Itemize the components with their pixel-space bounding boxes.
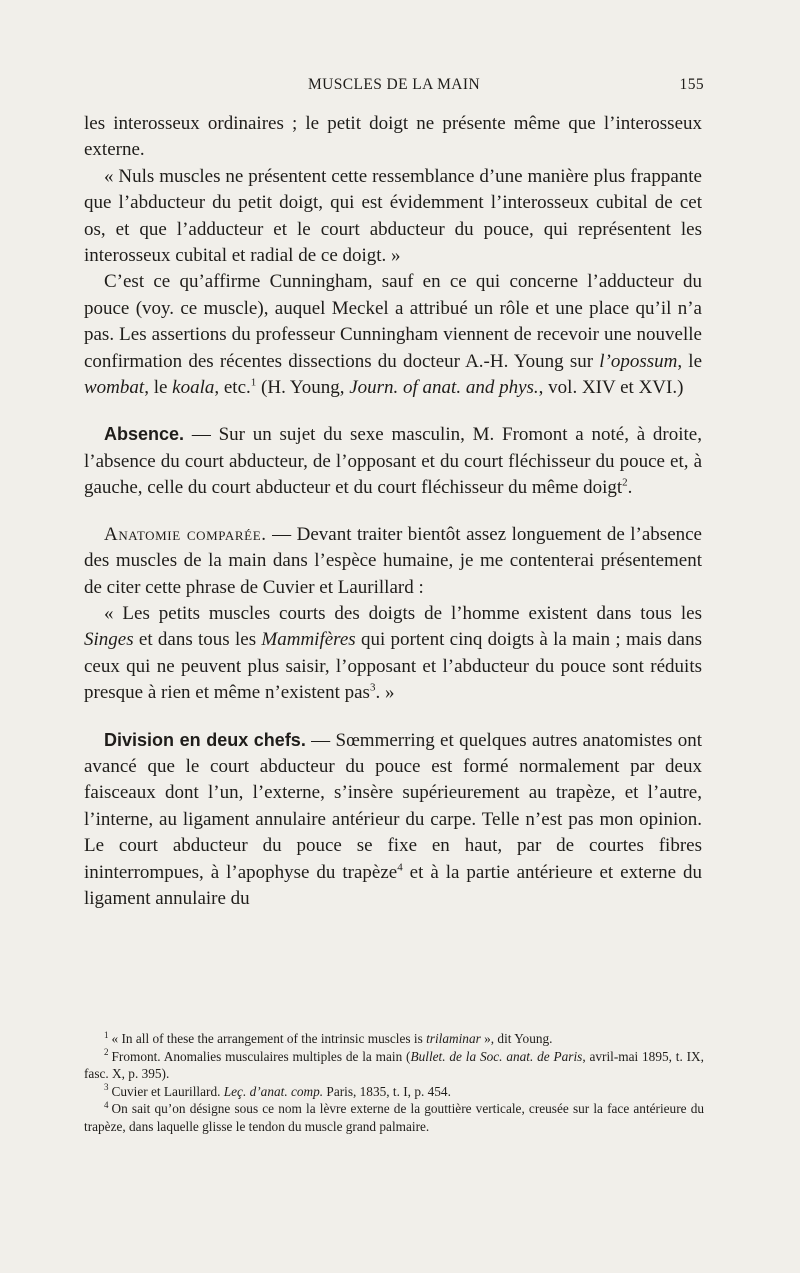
paragraph-division: Division en deux chefs. — Sœmmerring et quelques autres anatomistes ont avancé que le court abducteur du pouce est formé normalement par deux faisceaux dont l’un, l’externe, s’insère supérieurement au trapèze, et l’autre, l’interne, au ligament annulaire antérieur du carpe. Telle n’est pas mon opinion. Le court abducteur du pouce se fixe en haut, par de courtes fibres ininterrompues, à l’apophyse du trapèze$^4$ et à la partie antérieure et externe du ligament annulaire du bbox=[84, 729, 703, 909]
section-heading-anatomie-comparee: Anatomie comparée. bbox=[104, 523, 267, 545]
paragraph-anatomie-comparee: Anatomie comparée. — Devant traiter bientôt assez longuement de l’absence des muscles de la main dans l’espèce humaine, je me contenterai présentement de citer cette phrase de Cuvier et Laurillard : bbox=[84, 523, 702, 598]
footnote-ref-3: 3 bbox=[369, 681, 376, 694]
footnote-3: $^3$ Cuvier et Laurillard. Leç. d’anat. comp. Paris, 1835, t. I, p. 454. bbox=[104, 1082, 451, 1099]
footnote-1: $^1$ « In all of these the arrangement of the intrinsic muscles is trilaminar », dit Young. bbox=[104, 1029, 553, 1046]
paragraph-quote-cuvier: « Les petits muscles courts des doigts de l’homme existent dans tous les Singes et dans tous les Mammifères qui portent cinq doigts à la main ; mais dans ceux qui ne peuvent plus saisir, l’opposant et l’abducteur du pouce sont réduits presque à rien et même n’existent pas$^3$. » bbox=[84, 602, 703, 704]
page-number: 155 bbox=[679, 76, 704, 93]
footnote-ref-2: 2 bbox=[622, 476, 628, 489]
footnote-ref-4: 4 bbox=[397, 861, 403, 874]
footnotes bbox=[84, 1030, 704, 1135]
running-head bbox=[84, 76, 704, 100]
body-text bbox=[84, 111, 702, 912]
footnote-2: $^2$ Fromont. Anomalies musculaires multiples de la main (Bullet. de la Soc. anat. de Paris, avril-mai 1895, t. IX, fasc. X, p. 395). bbox=[84, 1047, 704, 1081]
running-title: MUSCLES DE LA MAIN bbox=[307, 76, 481, 93]
paragraph-young: C’est ce qu’affirme Cunningham, sauf en ce qui concerne l’adducteur du pouce (voy. ce muscle), auquel Meckel a attribué un rôle et une place qu’il n’a pas. Les assertions du professeur Cunningham viennent de recevoir une nouvelle confirmation des récentes dissections du docteur A.-H. Young sur l’opossum, le wombat, le koala, etc.$^1$ (H. Young, Journ. of anat. and phys., vol. XIV et XVI.) bbox=[84, 271, 703, 399]
paragraph-quote-cunningham: « Nuls muscles ne présentent cette ressemblance d’une manière plus frappante que l’abducteur du petit doigt, qui est évidemment l’interosseux cubital de cet os, et que l’adducteur et le court abducteur du pouce, qui représentent les interosseux cubital et radial de ce doigt. » bbox=[84, 165, 702, 267]
footnote-ref-1: 1 bbox=[250, 376, 257, 389]
section-heading-division: Division en deux chefs. bbox=[104, 729, 306, 750]
paragraph-continuation: les interosseux ordinaires ; le petit doigt ne présente même que l’interosseux externe. bbox=[84, 113, 702, 161]
footnote-4: $^4$ On sait qu’on désigne sous ce nom la lèvre externe de la gouttière verticale, creusée sur la face antérieure du trapèze, dans laquelle glisse le tendon du muscle grand palmaire. bbox=[84, 1099, 704, 1134]
paragraph-absence: Absence. — Sur un sujet du sexe masculin, M. Fromont a noté, à droite, l’absence du court abducteur, de l’opposant et du court fléchisseur du pouce et, à gauche, celle du court abducteur et du court fléchisseur du même doigt$^2$. bbox=[84, 424, 702, 499]
section-heading-absence: Absence. bbox=[104, 424, 185, 445]
